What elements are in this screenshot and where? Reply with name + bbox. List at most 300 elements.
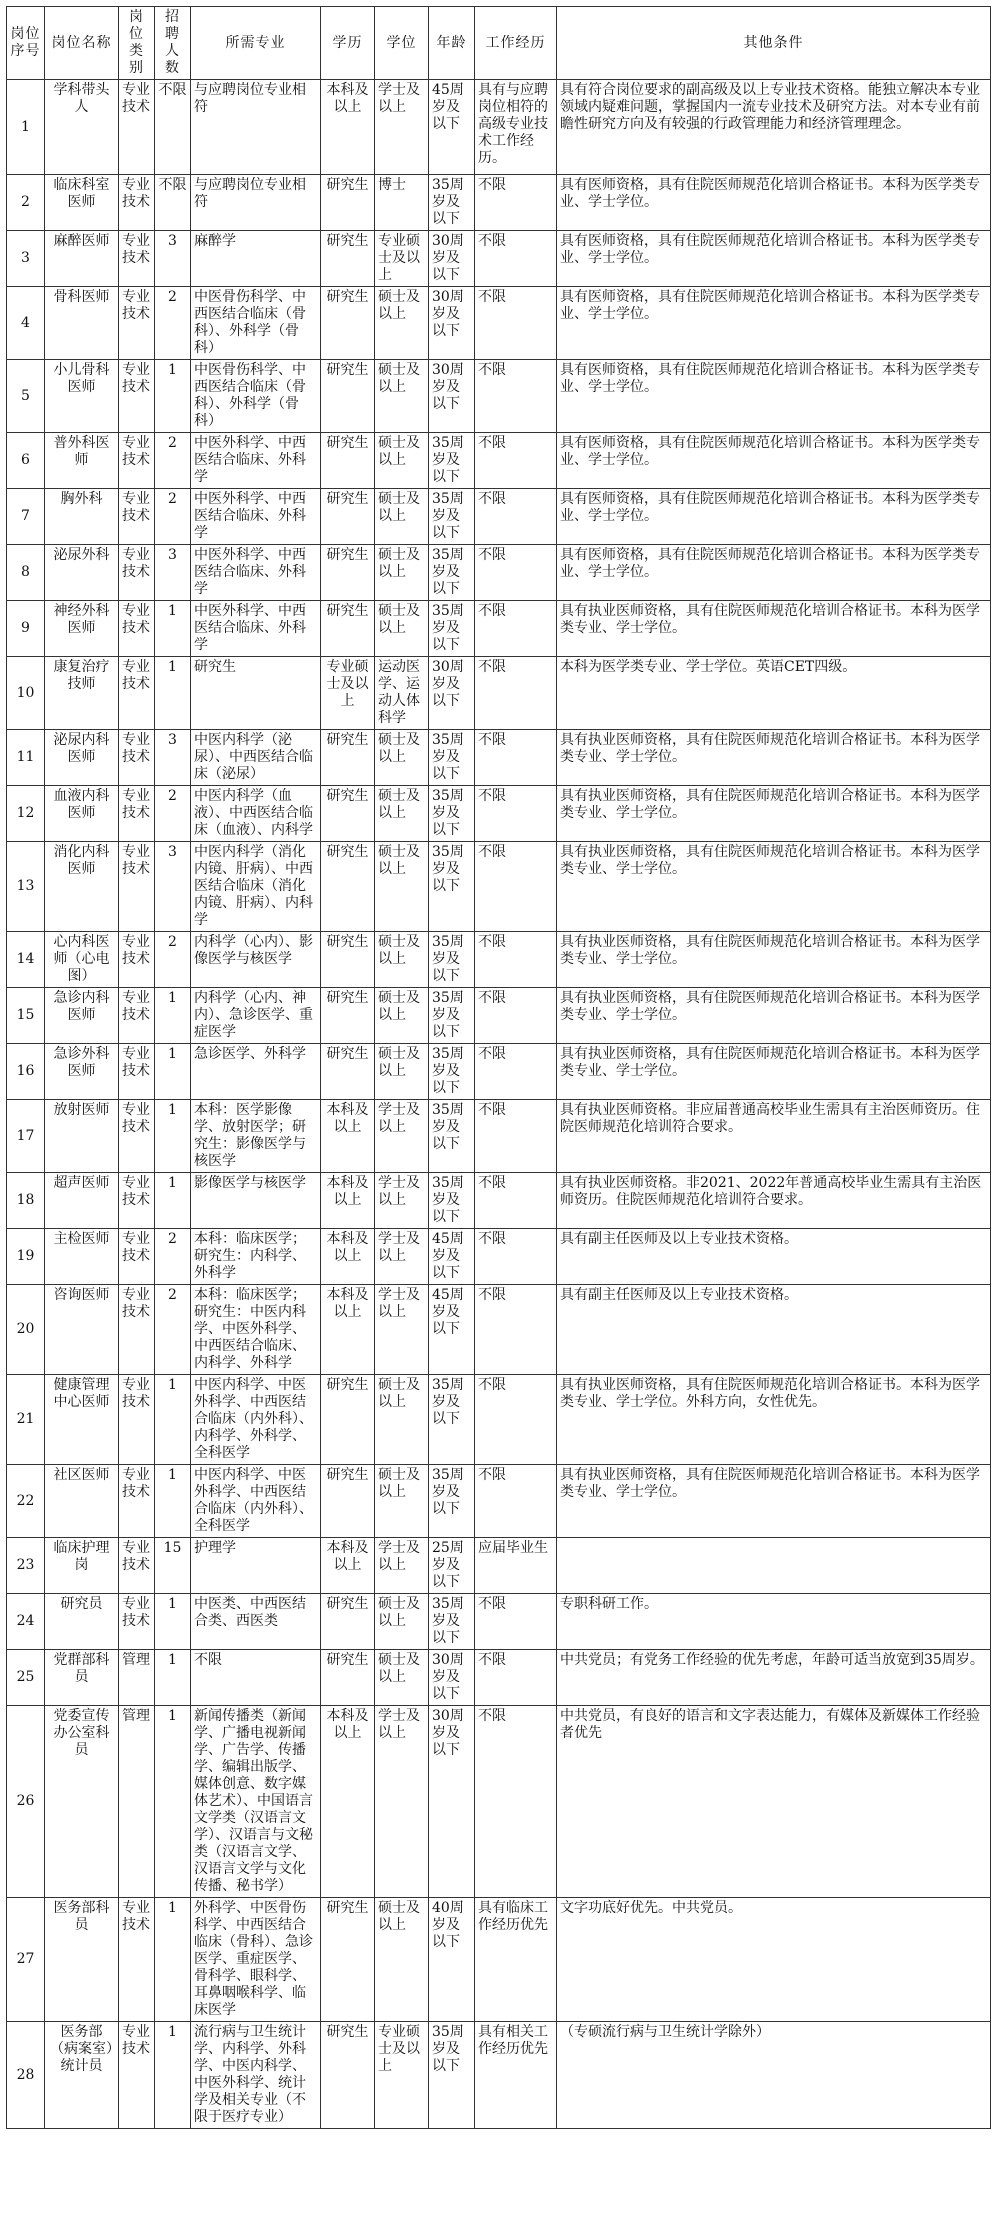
cell-age: 25周岁及以下 bbox=[429, 1538, 475, 1594]
table-row bbox=[7, 231, 991, 287]
cell-education: 研究生 bbox=[321, 1898, 375, 2022]
cell-position-category: 专业技术 bbox=[119, 1538, 155, 1594]
cell-other-conditions: 具有执业医师资格，具有住院医师规范化培训合格证书。本科为医学类专业、学士学位。 bbox=[557, 1465, 991, 1538]
cell-seq: 1 bbox=[7, 80, 45, 175]
cell-age: 35周岁及以下 bbox=[429, 1044, 475, 1100]
cell-degree: 硕士及以上 bbox=[375, 287, 429, 360]
table-row bbox=[7, 657, 991, 730]
cell-age: 35周岁及以下 bbox=[429, 2022, 475, 2129]
cell-position-category: 专业技术 bbox=[119, 1285, 155, 1375]
cell-education: 研究生 bbox=[321, 786, 375, 842]
cell-position-category: 专业技术 bbox=[119, 1375, 155, 1465]
header-seq: 岗位序号 bbox=[7, 7, 45, 80]
cell-other-conditions: 具有执业医师资格，具有住院医师规范化培训合格证书。本科为医学类专业、学士学位。 bbox=[557, 730, 991, 786]
cell-education: 研究生 bbox=[321, 1465, 375, 1538]
cell-work-experience: 具有相关工作经历优先 bbox=[475, 2022, 557, 2129]
cell-seq: 22 bbox=[7, 1465, 45, 1538]
table-row bbox=[7, 1465, 991, 1538]
table-row bbox=[7, 80, 991, 175]
cell-position-category: 专业技术 bbox=[119, 360, 155, 433]
cell-position-name: 小儿骨科医师 bbox=[45, 360, 119, 433]
cell-education: 研究生 bbox=[321, 730, 375, 786]
cell-education: 研究生 bbox=[321, 175, 375, 231]
cell-major: 急诊医学、外科学 bbox=[191, 1044, 321, 1100]
cell-other-conditions: 具有执业医师资格，具有住院医师规范化培训合格证书。本科为医学类专业、学士学位。 bbox=[557, 601, 991, 657]
cell-work-experience: 不限 bbox=[475, 1650, 557, 1706]
table-row bbox=[7, 1100, 991, 1173]
cell-work-experience: 不限 bbox=[475, 1044, 557, 1100]
cell-age: 35周岁及以下 bbox=[429, 433, 475, 489]
cell-major: 与应聘岗位专业相符 bbox=[191, 80, 321, 175]
cell-position-name: 胸外科 bbox=[45, 489, 119, 545]
cell-degree: 硕士及以上 bbox=[375, 489, 429, 545]
cell-other-conditions: 具有医师资格，具有住院医师规范化培训合格证书。本科为医学类专业、学士学位。 bbox=[557, 360, 991, 433]
cell-other-conditions: 具有符合岗位要求的副高级及以上专业技术资格。能独立解决本专业领域内疑难问题，掌握国内一流专业技术及研究方法。对本专业有前瞻性研究方向及有较强的行政管理能力和经济管理理念。 bbox=[557, 80, 991, 175]
cell-major: 本科：临床医学；研究生：中医内科学、中医外科学、中西医结合临床、内科学、外科学 bbox=[191, 1285, 321, 1375]
cell-degree: 学士及以上 bbox=[375, 1229, 429, 1285]
cell-seq: 27 bbox=[7, 1898, 45, 2022]
cell-age: 35周岁及以下 bbox=[429, 1173, 475, 1229]
cell-degree: 运动医学、运动人体科学 bbox=[375, 657, 429, 730]
cell-degree: 学士及以上 bbox=[375, 1538, 429, 1594]
header-position-name: 岗位名称 bbox=[45, 7, 119, 80]
cell-education: 本科及以上 bbox=[321, 1100, 375, 1173]
cell-major: 中医内科学、中医外科学、中西医结合临床（内外科）、内科学、外科学、全科医学 bbox=[191, 1375, 321, 1465]
cell-major: 新闻传播类（新闻学、广播电视新闻学、广告学、传播学、编辑出版学、媒体创意、数字媒体艺术）、中国语言文学类（汉语言文学）、汉语言与文秘类（汉语言文学、汉语言文学与文化传播、秘书学） bbox=[191, 1706, 321, 1898]
cell-seq: 3 bbox=[7, 231, 45, 287]
cell-work-experience: 不限 bbox=[475, 1229, 557, 1285]
cell-major: 本科：医学影像学、放射医学；研究生：影像医学与核医学 bbox=[191, 1100, 321, 1173]
cell-age: 35周岁及以下 bbox=[429, 489, 475, 545]
cell-seq: 16 bbox=[7, 1044, 45, 1100]
cell-work-experience: 不限 bbox=[475, 842, 557, 932]
cell-work-experience: 不限 bbox=[475, 786, 557, 842]
cell-hire-count: 3 bbox=[155, 730, 191, 786]
cell-degree: 硕士及以上 bbox=[375, 786, 429, 842]
cell-hire-count: 1 bbox=[155, 1594, 191, 1650]
cell-degree: 硕士及以上 bbox=[375, 932, 429, 988]
cell-seq: 17 bbox=[7, 1100, 45, 1173]
cell-age: 35周岁及以下 bbox=[429, 545, 475, 601]
cell-degree: 学士及以上 bbox=[375, 80, 429, 175]
header-age: 年龄 bbox=[429, 7, 475, 80]
cell-major: 内科学（心内、神内）、急诊医学、重症医学 bbox=[191, 988, 321, 1044]
cell-age: 30周岁及以下 bbox=[429, 657, 475, 730]
cell-hire-count: 1 bbox=[155, 1465, 191, 1538]
cell-education: 本科及以上 bbox=[321, 1229, 375, 1285]
cell-hire-count: 3 bbox=[155, 545, 191, 601]
table-row bbox=[7, 1538, 991, 1594]
cell-other-conditions: 文字功底好优先。中共党员。 bbox=[557, 1898, 991, 2022]
cell-education: 研究生 bbox=[321, 988, 375, 1044]
cell-degree: 硕士及以上 bbox=[375, 360, 429, 433]
cell-major: 中医内科学、中医外科学、中西医结合临床（内外科）、全科医学 bbox=[191, 1465, 321, 1538]
cell-age: 30周岁及以下 bbox=[429, 360, 475, 433]
cell-education: 专业硕士及以上 bbox=[321, 657, 375, 730]
cell-age: 40周岁及以下 bbox=[429, 1898, 475, 2022]
cell-position-category: 专业技术 bbox=[119, 988, 155, 1044]
cell-work-experience: 不限 bbox=[475, 1706, 557, 1898]
cell-work-experience: 不限 bbox=[475, 231, 557, 287]
cell-hire-count: 1 bbox=[155, 657, 191, 730]
cell-education: 本科及以上 bbox=[321, 1173, 375, 1229]
cell-position-category: 专业技术 bbox=[119, 175, 155, 231]
cell-degree: 学士及以上 bbox=[375, 1285, 429, 1375]
cell-seq: 20 bbox=[7, 1285, 45, 1375]
table-row bbox=[7, 1706, 991, 1898]
cell-seq: 11 bbox=[7, 730, 45, 786]
cell-work-experience: 不限 bbox=[475, 932, 557, 988]
cell-seq: 18 bbox=[7, 1173, 45, 1229]
cell-major: 护理学 bbox=[191, 1538, 321, 1594]
table-row bbox=[7, 842, 991, 932]
cell-other-conditions: 具有医师资格，具有住院医师规范化培训合格证书。本科为医学类专业、学士学位。 bbox=[557, 287, 991, 360]
cell-age: 35周岁及以下 bbox=[429, 175, 475, 231]
header-degree: 学位 bbox=[375, 7, 429, 80]
cell-hire-count: 1 bbox=[155, 601, 191, 657]
cell-hire-count: 1 bbox=[155, 1706, 191, 1898]
cell-education: 研究生 bbox=[321, 2022, 375, 2129]
cell-hire-count: 1 bbox=[155, 1375, 191, 1465]
cell-position-name: 临床科室医师 bbox=[45, 175, 119, 231]
cell-age: 35周岁及以下 bbox=[429, 932, 475, 988]
cell-age: 30周岁及以下 bbox=[429, 231, 475, 287]
cell-age: 30周岁及以下 bbox=[429, 1706, 475, 1898]
cell-position-name: 康复治疗技师 bbox=[45, 657, 119, 730]
header-position-category: 岗位类别 bbox=[119, 7, 155, 80]
cell-work-experience: 不限 bbox=[475, 657, 557, 730]
cell-seq: 19 bbox=[7, 1229, 45, 1285]
cell-hire-count: 不限 bbox=[155, 80, 191, 175]
cell-seq: 15 bbox=[7, 988, 45, 1044]
table-row bbox=[7, 433, 991, 489]
cell-major: 中医内科学（血液）、中西医结合临床（血液）、内科学 bbox=[191, 786, 321, 842]
cell-other-conditions: 具有医师资格，具有住院医师规范化培训合格证书。本科为医学类专业、学士学位。 bbox=[557, 231, 991, 287]
cell-degree: 硕士及以上 bbox=[375, 545, 429, 601]
cell-age: 35周岁及以下 bbox=[429, 730, 475, 786]
cell-education: 研究生 bbox=[321, 842, 375, 932]
cell-education: 研究生 bbox=[321, 231, 375, 287]
cell-work-experience: 不限 bbox=[475, 175, 557, 231]
cell-seq: 4 bbox=[7, 287, 45, 360]
cell-position-category: 专业技术 bbox=[119, 1100, 155, 1173]
cell-education: 研究生 bbox=[321, 601, 375, 657]
cell-position-category: 专业技术 bbox=[119, 545, 155, 601]
cell-position-name: 消化内科医师 bbox=[45, 842, 119, 932]
table-row bbox=[7, 1650, 991, 1706]
cell-major: 内科学（心内）、影像医学与核医学 bbox=[191, 932, 321, 988]
cell-hire-count: 15 bbox=[155, 1538, 191, 1594]
cell-education: 研究生 bbox=[321, 1650, 375, 1706]
table-row bbox=[7, 730, 991, 786]
cell-education: 研究生 bbox=[321, 287, 375, 360]
cell-education: 本科及以上 bbox=[321, 1285, 375, 1375]
cell-seq: 26 bbox=[7, 1706, 45, 1898]
table-row bbox=[7, 1229, 991, 1285]
cell-work-experience: 不限 bbox=[475, 287, 557, 360]
cell-position-name: 急诊外科医师 bbox=[45, 1044, 119, 1100]
cell-position-category: 专业技术 bbox=[119, 80, 155, 175]
cell-seq: 5 bbox=[7, 360, 45, 433]
cell-position-name: 超声医师 bbox=[45, 1173, 119, 1229]
cell-age: 35周岁及以下 bbox=[429, 1375, 475, 1465]
cell-hire-count: 不限 bbox=[155, 175, 191, 231]
cell-major: 研究生 bbox=[191, 657, 321, 730]
cell-work-experience: 不限 bbox=[475, 1173, 557, 1229]
cell-education: 研究生 bbox=[321, 1375, 375, 1465]
cell-work-experience: 不限 bbox=[475, 1594, 557, 1650]
cell-other-conditions: 具有执业医师资格，具有住院医师规范化培训合格证书。本科为医学类专业、学士学位。 bbox=[557, 842, 991, 932]
cell-seq: 8 bbox=[7, 545, 45, 601]
cell-seq: 6 bbox=[7, 433, 45, 489]
table-row bbox=[7, 1173, 991, 1229]
cell-position-name: 心内科医师（心电图） bbox=[45, 932, 119, 988]
cell-education: 研究生 bbox=[321, 545, 375, 601]
cell-degree: 硕士及以上 bbox=[375, 1650, 429, 1706]
cell-position-name: 学科带头人 bbox=[45, 80, 119, 175]
cell-position-name: 健康管理中心医师 bbox=[45, 1375, 119, 1465]
cell-major: 与应聘岗位专业相符 bbox=[191, 175, 321, 231]
cell-position-name: 普外科医师 bbox=[45, 433, 119, 489]
cell-other-conditions: 专职科研工作。 bbox=[557, 1594, 991, 1650]
cell-degree: 硕士及以上 bbox=[375, 601, 429, 657]
cell-seq: 24 bbox=[7, 1594, 45, 1650]
cell-position-category: 专业技术 bbox=[119, 1465, 155, 1538]
cell-position-name: 社区医师 bbox=[45, 1465, 119, 1538]
cell-other-conditions: 具有执业医师资格，具有住院医师规范化培训合格证书。本科为医学类专业、学士学位。 bbox=[557, 1044, 991, 1100]
cell-position-name: 急诊内科医师 bbox=[45, 988, 119, 1044]
cell-major: 中医骨伤科学、中西医结合临床（骨科）、外科学（骨科） bbox=[191, 360, 321, 433]
cell-degree: 学士及以上 bbox=[375, 1706, 429, 1898]
table-row bbox=[7, 1594, 991, 1650]
cell-age: 30周岁及以下 bbox=[429, 287, 475, 360]
table-row bbox=[7, 1285, 991, 1375]
cell-work-experience: 不限 bbox=[475, 730, 557, 786]
cell-other-conditions: 中共党员；有党务工作经验的优先考虑，年龄可适当放宽到35周岁。 bbox=[557, 1650, 991, 1706]
cell-work-experience: 不限 bbox=[475, 1375, 557, 1465]
cell-position-name: 医务部（病案室）统计员 bbox=[45, 2022, 119, 2129]
cell-seq: 13 bbox=[7, 842, 45, 932]
cell-degree: 学士及以上 bbox=[375, 1100, 429, 1173]
table-row bbox=[7, 786, 991, 842]
cell-position-category: 专业技术 bbox=[119, 1044, 155, 1100]
cell-work-experience: 应届毕业生 bbox=[475, 1538, 557, 1594]
cell-position-category: 专业技术 bbox=[119, 932, 155, 988]
cell-degree: 硕士及以上 bbox=[375, 1465, 429, 1538]
cell-work-experience: 具有与应聘岗位相符的高级专业技术工作经历。 bbox=[475, 80, 557, 175]
cell-hire-count: 1 bbox=[155, 2022, 191, 2129]
cell-work-experience: 具有临床工作经历优先 bbox=[475, 1898, 557, 2022]
header-major: 所需专业 bbox=[191, 7, 321, 80]
cell-other-conditions: （专硕流行病与卫生统计学除外） bbox=[557, 2022, 991, 2129]
cell-other-conditions: 具有执业医师资格。非2021、2022年普通高校毕业生需具有主治医师资历。住院医师规范化培训符合要求。 bbox=[557, 1173, 991, 1229]
cell-major: 中医外科学、中西医结合临床、外科学 bbox=[191, 433, 321, 489]
cell-major: 影像医学与核医学 bbox=[191, 1173, 321, 1229]
cell-seq: 7 bbox=[7, 489, 45, 545]
cell-hire-count: 2 bbox=[155, 786, 191, 842]
table-row bbox=[7, 2022, 991, 2129]
cell-major: 麻醉学 bbox=[191, 231, 321, 287]
cell-major: 中医内科学（消化内镜、肝病）、中西医结合临床（消化内镜、肝病）、内科学 bbox=[191, 842, 321, 932]
cell-age: 35周岁及以下 bbox=[429, 988, 475, 1044]
cell-position-name: 研究员 bbox=[45, 1594, 119, 1650]
cell-hire-count: 1 bbox=[155, 1173, 191, 1229]
cell-position-category: 管理 bbox=[119, 1650, 155, 1706]
cell-seq: 28 bbox=[7, 2022, 45, 2129]
cell-position-category: 专业技术 bbox=[119, 433, 155, 489]
cell-other-conditions: 具有医师资格，具有住院医师规范化培训合格证书。本科为医学类专业、学士学位。 bbox=[557, 489, 991, 545]
table-row bbox=[7, 360, 991, 433]
cell-position-category: 专业技术 bbox=[119, 1594, 155, 1650]
cell-other-conditions: 具有执业医师资格。非应届普通高校毕业生需具有主治医师资历。住院医师规范化培训符合要求。 bbox=[557, 1100, 991, 1173]
cell-major: 中医内科学（泌尿）、中西医结合临床（泌尿） bbox=[191, 730, 321, 786]
cell-age: 45周岁及以下 bbox=[429, 80, 475, 175]
cell-other-conditions bbox=[557, 1538, 991, 1594]
cell-age: 45周岁及以下 bbox=[429, 1285, 475, 1375]
cell-hire-count: 1 bbox=[155, 1044, 191, 1100]
header-work-experience: 工作经历 bbox=[475, 7, 557, 80]
cell-major: 中医骨伤科学、中西医结合临床（骨科）、外科学（骨科） bbox=[191, 287, 321, 360]
cell-education: 研究生 bbox=[321, 489, 375, 545]
cell-position-category: 专业技术 bbox=[119, 842, 155, 932]
cell-other-conditions: 具有医师资格，具有住院医师规范化培训合格证书。本科为医学类专业、学士学位。 bbox=[557, 545, 991, 601]
cell-hire-count: 2 bbox=[155, 932, 191, 988]
table-row bbox=[7, 1375, 991, 1465]
cell-position-name: 临床护理岗 bbox=[45, 1538, 119, 1594]
header-other-conditions: 其他条件 bbox=[557, 7, 991, 80]
cell-position-category: 专业技术 bbox=[119, 2022, 155, 2129]
cell-position-name: 麻醉医师 bbox=[45, 231, 119, 287]
cell-education: 研究生 bbox=[321, 932, 375, 988]
cell-other-conditions: 具有执业医师资格，具有住院医师规范化培训合格证书。本科为医学类专业、学士学位。 bbox=[557, 932, 991, 988]
cell-position-category: 专业技术 bbox=[119, 489, 155, 545]
cell-major: 中医类、中西医结合类、西医类 bbox=[191, 1594, 321, 1650]
cell-education: 研究生 bbox=[321, 1044, 375, 1100]
cell-hire-count: 1 bbox=[155, 988, 191, 1044]
cell-hire-count: 2 bbox=[155, 1229, 191, 1285]
cell-degree: 硕士及以上 bbox=[375, 1375, 429, 1465]
cell-position-category: 专业技术 bbox=[119, 1898, 155, 2022]
cell-other-conditions: 具有执业医师资格，具有住院医师规范化培训合格证书。本科为医学类专业、学士学位。外科方向，女性优先。 bbox=[557, 1375, 991, 1465]
cell-position-name: 党群部科员 bbox=[45, 1650, 119, 1706]
cell-hire-count: 1 bbox=[155, 1898, 191, 2022]
cell-work-experience: 不限 bbox=[475, 601, 557, 657]
cell-other-conditions: 具有执业医师资格，具有住院医师规范化培训合格证书。本科为医学类专业、学士学位。 bbox=[557, 786, 991, 842]
header-education: 学历 bbox=[321, 7, 375, 80]
cell-age: 45周岁及以下 bbox=[429, 1229, 475, 1285]
cell-position-name: 主检医师 bbox=[45, 1229, 119, 1285]
cell-position-category: 专业技术 bbox=[119, 786, 155, 842]
table-row bbox=[7, 287, 991, 360]
cell-major: 中医外科学、中西医结合临床、外科学 bbox=[191, 545, 321, 601]
cell-major: 中医外科学、中西医结合临床、外科学 bbox=[191, 489, 321, 545]
cell-hire-count: 2 bbox=[155, 489, 191, 545]
header-hire-count: 招聘人数 bbox=[155, 7, 191, 80]
cell-major: 外科学、中医骨伤科学、中西医结合临床（骨科）、急诊医学、重症医学、骨科学、眼科学、耳鼻咽喉科学、临床医学 bbox=[191, 1898, 321, 2022]
cell-hire-count: 3 bbox=[155, 842, 191, 932]
cell-work-experience: 不限 bbox=[475, 1100, 557, 1173]
table-row bbox=[7, 932, 991, 988]
cell-position-category: 专业技术 bbox=[119, 657, 155, 730]
cell-degree: 硕士及以上 bbox=[375, 433, 429, 489]
table-row bbox=[7, 175, 991, 231]
cell-hire-count: 3 bbox=[155, 231, 191, 287]
cell-hire-count: 2 bbox=[155, 433, 191, 489]
cell-age: 35周岁及以下 bbox=[429, 786, 475, 842]
cell-position-name: 放射医师 bbox=[45, 1100, 119, 1173]
cell-education: 本科及以上 bbox=[321, 1706, 375, 1898]
cell-work-experience: 不限 bbox=[475, 545, 557, 601]
cell-position-category: 专业技术 bbox=[119, 601, 155, 657]
cell-degree: 硕士及以上 bbox=[375, 1898, 429, 2022]
cell-degree: 硕士及以上 bbox=[375, 730, 429, 786]
cell-education: 研究生 bbox=[321, 1594, 375, 1650]
cell-work-experience: 不限 bbox=[475, 489, 557, 545]
cell-position-category: 专业技术 bbox=[119, 231, 155, 287]
cell-position-name: 骨科医师 bbox=[45, 287, 119, 360]
cell-position-category: 专业技术 bbox=[119, 1229, 155, 1285]
cell-position-name: 泌尿内科医师 bbox=[45, 730, 119, 786]
cell-degree: 学士及以上 bbox=[375, 1173, 429, 1229]
cell-work-experience: 不限 bbox=[475, 360, 557, 433]
cell-position-category: 管理 bbox=[119, 1706, 155, 1898]
cell-seq: 21 bbox=[7, 1375, 45, 1465]
cell-age: 35周岁及以下 bbox=[429, 1100, 475, 1173]
cell-degree: 硕士及以上 bbox=[375, 1594, 429, 1650]
table-row bbox=[7, 1044, 991, 1100]
cell-other-conditions: 具有医师资格，具有住院医师规范化培训合格证书。本科为医学类专业、学士学位。 bbox=[557, 175, 991, 231]
cell-seq: 14 bbox=[7, 932, 45, 988]
cell-position-name: 泌尿外科 bbox=[45, 545, 119, 601]
cell-education: 研究生 bbox=[321, 360, 375, 433]
cell-age: 35周岁及以下 bbox=[429, 601, 475, 657]
cell-degree: 硕士及以上 bbox=[375, 1044, 429, 1100]
cell-seq: 23 bbox=[7, 1538, 45, 1594]
cell-seq: 9 bbox=[7, 601, 45, 657]
cell-hire-count: 2 bbox=[155, 1285, 191, 1375]
cell-seq: 2 bbox=[7, 175, 45, 231]
cell-degree: 专业硕士及以上 bbox=[375, 2022, 429, 2129]
cell-other-conditions: 本科为医学类专业、学士学位。英语CET四级。 bbox=[557, 657, 991, 730]
table-row bbox=[7, 489, 991, 545]
cell-hire-count: 1 bbox=[155, 360, 191, 433]
cell-age: 35周岁及以下 bbox=[429, 1465, 475, 1538]
cell-other-conditions: 中共党员，有良好的语言和文字表达能力，有媒体及新媒体工作经验者优先 bbox=[557, 1706, 991, 1898]
cell-hire-count: 1 bbox=[155, 1100, 191, 1173]
cell-work-experience: 不限 bbox=[475, 988, 557, 1044]
cell-degree: 硕士及以上 bbox=[375, 988, 429, 1044]
cell-degree: 专业硕士及以上 bbox=[375, 231, 429, 287]
cell-position-name: 党委宣传办公室科员 bbox=[45, 1706, 119, 1898]
cell-hire-count: 2 bbox=[155, 287, 191, 360]
cell-hire-count: 1 bbox=[155, 1650, 191, 1706]
cell-position-name: 血液内科医师 bbox=[45, 786, 119, 842]
cell-education: 本科及以上 bbox=[321, 80, 375, 175]
table-row bbox=[7, 988, 991, 1044]
cell-major: 中医外科学、中西医结合临床、外科学 bbox=[191, 601, 321, 657]
cell-major: 本科：临床医学；研究生：内科学、外科学 bbox=[191, 1229, 321, 1285]
cell-seq: 12 bbox=[7, 786, 45, 842]
recruitment-table bbox=[6, 6, 991, 2129]
cell-other-conditions: 具有执业医师资格，具有住院医师规范化培训合格证书。本科为医学类专业、学士学位。 bbox=[557, 988, 991, 1044]
cell-degree: 博士 bbox=[375, 175, 429, 231]
cell-work-experience: 不限 bbox=[475, 433, 557, 489]
cell-age: 35周岁及以下 bbox=[429, 1594, 475, 1650]
cell-education: 研究生 bbox=[321, 433, 375, 489]
cell-position-category: 专业技术 bbox=[119, 730, 155, 786]
cell-degree: 硕士及以上 bbox=[375, 842, 429, 932]
cell-position-category: 专业技术 bbox=[119, 1173, 155, 1229]
